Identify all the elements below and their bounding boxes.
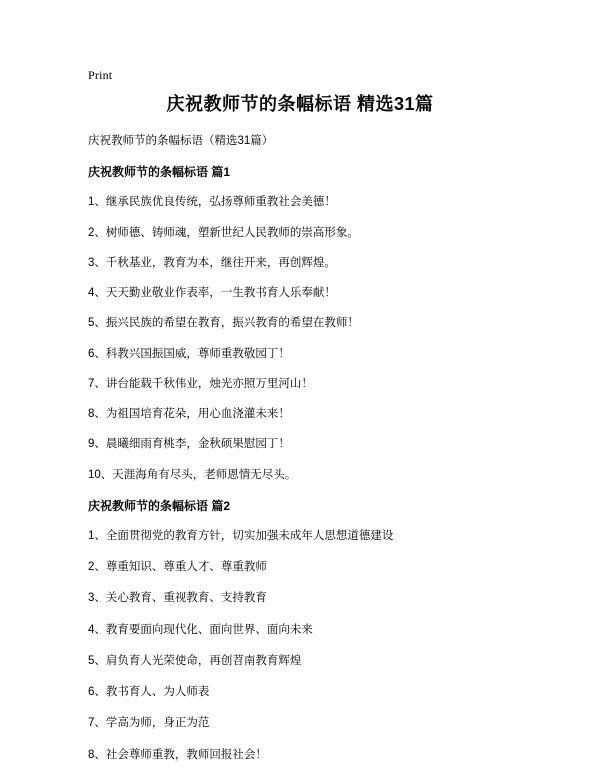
list-item: 9、晨曦细雨育桃李，金秋硕果慰园丁！ [88,438,290,451]
document-subtitle: 庆祝教师节的条幅标语（精选31篇） [88,135,274,148]
section-1 [88,163,512,484]
section-2-heading: 庆祝教师节的条幅标语 篇2 [88,498,231,513]
list-item: 4、教育要面向现代化、面向世界、面向未来 [88,623,313,636]
section-1-heading: 庆祝教师节的条幅标语 篇1 [88,165,231,180]
list-item: 8、为祖国培育花朵，用心血浇灌未来！ [88,408,290,421]
list-item: 8、社会尊师重教，教师回报社会！ [88,748,267,761]
print-label[interactable]: Print [88,68,113,82]
list-item: 5、振兴民族的希望在教育，振兴教育的希望在教师！ [88,317,359,330]
list-item: 2、树师德、铸师魂，塑新世纪人民教师的崇高形象。 [88,226,359,239]
list-item: 10、天涯海角有尽头，老师恩情无尽头。 [88,468,297,481]
list-item: 7、讲台能载千秋伟业，烛光亦照万里河山！ [88,377,313,390]
document-body [88,0,512,764]
list-item: 1、全面贯彻党的教育方针，切实加强未成年人思想道德建设 [88,529,394,542]
list-item: 7、学高为师，身正为范 [88,717,210,730]
section-2 [88,497,512,764]
list-item: 6、教书育人、为人师表 [88,686,210,699]
list-item: 1、继承民族优良传统，弘扬尊师重教社会美德！ [88,196,336,209]
list-item: 2、尊重知识、尊重人才、尊重教师 [88,561,267,574]
list-item: 3、千秋基业，教育为本，继往开来，再创辉煌。 [88,256,336,269]
list-item: 5、肩负育人光荣使命，再创苕南教育辉煌 [88,654,302,667]
list-item: 6、科教兴国振国威，尊师重教敬园丁！ [88,347,290,360]
page-title: 庆祝教师节的条幅标语 精选31篇 [166,94,434,114]
list-item: 4、天天勤业敬业作表率，一生教书育人乐奉献！ [88,287,336,300]
list-item: 3、关心教育、重视教育、支持教育 [88,592,267,605]
